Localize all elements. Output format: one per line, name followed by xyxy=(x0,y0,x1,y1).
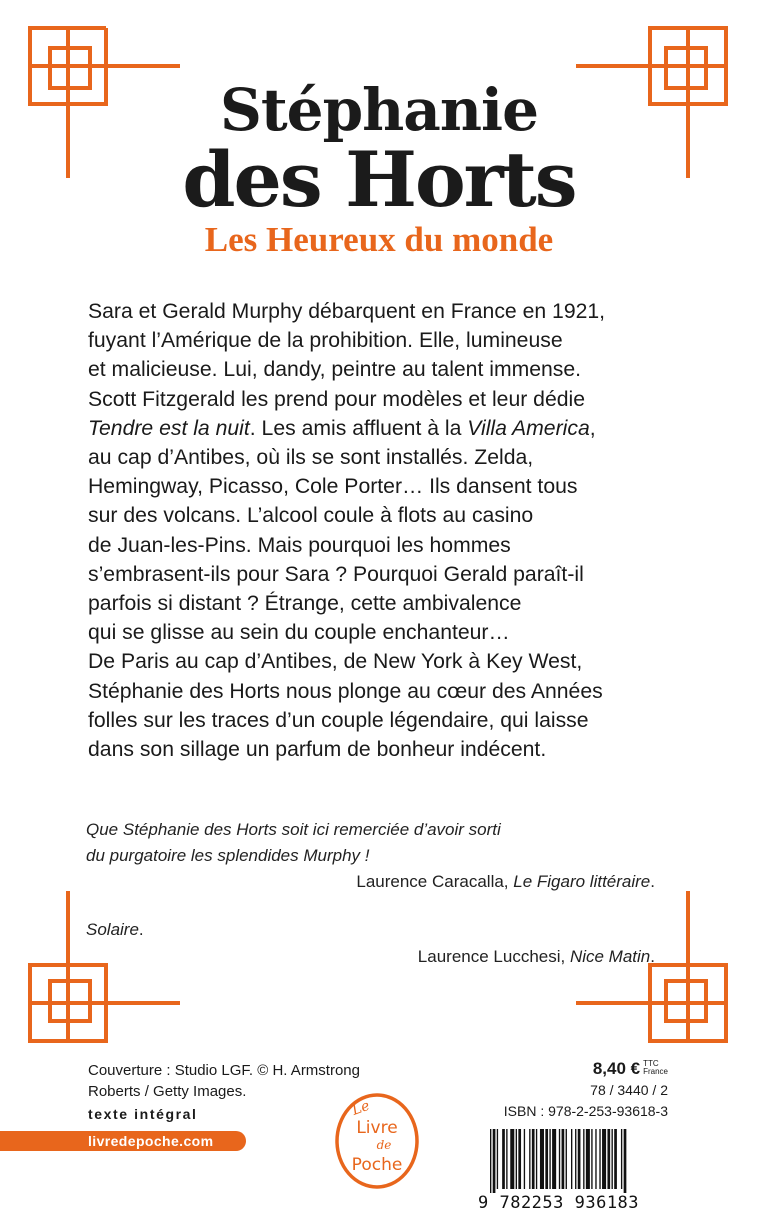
blurb-line: Scott Fitzgerald les prend pour modèles et leur dédie xyxy=(88,387,586,411)
blurb-line xyxy=(88,414,688,443)
price-block xyxy=(504,1058,668,1122)
barcode-bar xyxy=(595,1129,596,1189)
barcode xyxy=(478,1129,678,1219)
country: France xyxy=(643,1067,668,1076)
blurb-line: s’embrasent-ils pour Sara ? Pourquoi Gerald paraît-il xyxy=(88,562,584,586)
barcode-bar xyxy=(566,1129,567,1189)
quote-line: Que Stéphanie des Horts soit ici remerciée d’avoir sorti xyxy=(86,820,501,839)
blurb-line: de Juan-les-Pins. Mais pourquoi les hommes xyxy=(88,533,511,557)
blurb-line: De Paris au cap d’Antibes, de New York à Key West, xyxy=(88,650,583,674)
barcode-bar xyxy=(506,1129,507,1189)
credit-line: Roberts / Getty Images. xyxy=(88,1083,247,1100)
quote-publication: Le Figaro littéraire xyxy=(513,872,651,891)
blurb-italic-title: Tendre est la nuit xyxy=(88,416,250,440)
blurb-text: , xyxy=(589,416,596,440)
barcode-bar xyxy=(510,1129,514,1189)
quote-line: Solaire xyxy=(86,920,139,939)
blurb-line: parfois si distant ? Étrange, cette ambivalence xyxy=(88,592,522,616)
price: 8,40 € xyxy=(592,1059,641,1078)
barcode-bar xyxy=(583,1129,584,1189)
barcode-bar xyxy=(532,1129,535,1189)
quote-publication: Nice Matin xyxy=(569,947,651,966)
quote-line: du purgatoire les splendides Murphy ! xyxy=(86,846,370,865)
barcode-bar xyxy=(493,1129,496,1193)
blurb-line: folles sur les traces d’un couple légendaire, qui laisse xyxy=(88,708,589,732)
blurb-line: au cap d’Antibes, où ils se sont installés. Zelda, xyxy=(88,446,534,470)
quote-punct: . xyxy=(650,872,655,891)
livre-de-poche-logo xyxy=(332,1091,422,1191)
blurb-line: Sara et Gerald Murphy débarquent en France en 1921, xyxy=(88,300,606,323)
blurb-line: Stéphanie des Horts nous plonge au cœur des Années xyxy=(88,679,603,703)
cover-credits xyxy=(88,1060,360,1102)
ttc: TTC xyxy=(643,1059,659,1068)
isbn: ISBN : 978-2-253-93618-3 xyxy=(503,1103,668,1119)
author-first-name: Stéphanie xyxy=(220,76,538,144)
barcode-bar xyxy=(571,1129,572,1189)
barcode-bar xyxy=(518,1129,521,1189)
barcode-bar xyxy=(621,1129,622,1189)
press-quote-1 xyxy=(86,817,501,869)
barcode-bar xyxy=(545,1129,548,1189)
barcode-bar xyxy=(497,1129,498,1189)
website-link[interactable]: livredepoche.com xyxy=(88,1133,214,1149)
blurb-line: qui se glisse au sein du couple enchanteur… xyxy=(88,621,510,645)
press-quote-1-source xyxy=(356,869,655,895)
logo-text-poche: Poche xyxy=(351,1155,403,1175)
back-cover-blurb xyxy=(88,297,688,764)
texte-integral-label: texte intégral xyxy=(88,1106,198,1122)
barcode-bar xyxy=(524,1129,525,1189)
barcode-bar xyxy=(536,1129,537,1189)
barcode-bar xyxy=(552,1129,556,1189)
blurb-line: dans son sillage un parfum de bonheur indécent. xyxy=(88,738,547,762)
barcode-bar xyxy=(599,1129,600,1189)
barcode-bar xyxy=(529,1129,530,1189)
blurb-line: et malicieuse. Lui, dandy, peintre au talent immense. xyxy=(88,358,582,382)
logo-text-livre: Livre xyxy=(356,1118,398,1138)
barcode-bar xyxy=(578,1129,581,1189)
barcode-bar xyxy=(602,1129,606,1189)
barcode-bar xyxy=(591,1129,592,1189)
barcode-bars xyxy=(478,1129,678,1193)
barcode-bar xyxy=(586,1129,590,1189)
quote-punct: . xyxy=(650,947,655,966)
quote-author: Laurence Lucchesi, xyxy=(417,947,570,966)
book-title: Les Heureux du monde xyxy=(204,220,554,259)
price-line xyxy=(504,1058,668,1080)
barcode-bar xyxy=(549,1129,550,1189)
barcode-bar xyxy=(562,1129,565,1189)
barcode-bar xyxy=(502,1129,505,1189)
barcode-bar xyxy=(607,1129,610,1189)
barcode-bar xyxy=(540,1129,544,1189)
blurb-line: fuyant l’Amérique de la prohibition. Elle, lumineuse xyxy=(88,329,563,353)
blurb-line: sur des volcans. L’alcool coule à flots au casino xyxy=(88,504,534,528)
blurb-text: . Les amis affluent à la xyxy=(249,416,468,440)
barcode-bar xyxy=(516,1129,517,1189)
press-quote-2 xyxy=(86,917,144,943)
barcode-bar xyxy=(559,1129,560,1189)
press-quote-2-source xyxy=(418,944,655,970)
logo-text-de: de xyxy=(376,1138,392,1152)
barcode-bar xyxy=(614,1129,617,1189)
barcode-bar xyxy=(612,1129,613,1189)
barcode-bar xyxy=(624,1129,627,1193)
quote-punct: . xyxy=(138,920,144,939)
corner-ornament-bottom-left xyxy=(28,853,218,1043)
barcode-bar xyxy=(575,1129,576,1189)
barcode-bar xyxy=(490,1129,491,1193)
blurb-line: Hemingway, Picasso, Cole Porter… Ils dansent tous xyxy=(88,475,578,499)
price-tax-label xyxy=(643,1060,668,1076)
barcode-digits: 9 782253 936183 xyxy=(478,1193,640,1213)
website-bar xyxy=(0,1131,246,1151)
author-last-name: des Horts xyxy=(182,135,576,224)
logo-text-le: Le xyxy=(349,1097,372,1119)
quote-author: Laurence Caracalla, xyxy=(356,872,514,891)
credit-line: Couverture : Studio LGF. © H. Armstrong xyxy=(88,1062,360,1079)
blurb-italic-villa: Villa America xyxy=(467,416,590,440)
catalog-code: 78 / 3440 / 2 xyxy=(590,1082,668,1098)
